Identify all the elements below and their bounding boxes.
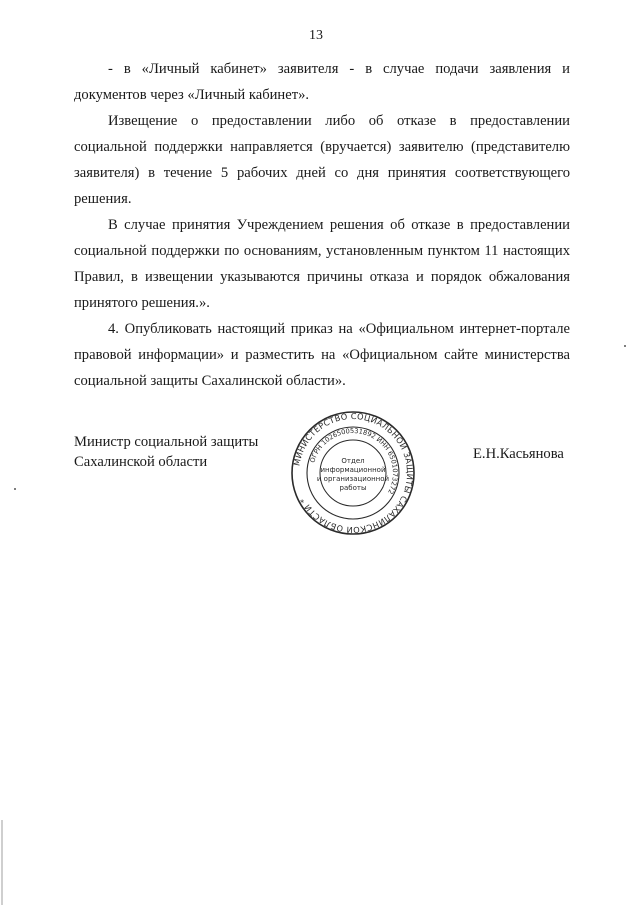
signatory-position-line2: Сахалинской области	[74, 454, 208, 470]
seal-outer-text: МИНИСТЕРСТВО СОЦИАЛЬНОЙ ЗАЩИТЫ САХАЛИНСКОЙ ОБЛАСТИ *	[291, 410, 416, 536]
page-number: 13	[309, 28, 323, 43]
seal-center-line2: информационной	[320, 466, 386, 474]
scan-speck	[624, 345, 626, 347]
document-body	[74, 56, 570, 394]
seal-center-line3: и организационной	[316, 475, 390, 483]
scan-speck	[14, 488, 16, 490]
paragraph-publication: 4. Опубликовать настоящий приказ на «Официальном интернет-портале правовой информации» и разместить на «Официальном сайте министерства социальной защиты Сахалинской области».	[74, 321, 570, 389]
seal-center-line1: Отдел	[341, 457, 365, 465]
paragraph-notification: Извещение о предоставлении либо об отказе в предоставлении социальной поддержки направляется (вручается) заявителю (представителю заявителя) в течение 5 рабочих дней со дня принятия соответствующего решения.	[74, 113, 570, 207]
seal-inner-ring-text: ОГРН 1026500531892 ИНН 6501073272	[308, 426, 400, 496]
seal-center-line4: работы	[339, 484, 367, 492]
official-seal-stamp	[290, 410, 416, 536]
scan-edge-artifact	[1, 820, 3, 905]
paragraph-refusal: В случае принятия Учреждением решения об отказе в предоставлении социальной поддержки по основаниям, установленным пунктом 11 настоящих Правил, в извещении указываются причины отказа и порядок обжалования принятого решения.».	[74, 217, 570, 311]
seal-center-text	[317, 457, 389, 492]
paragraph-personal-cabinet: - в «Личный кабинет» заявителя - в случае подачи заявления и документов через «Личный кабинет».	[74, 61, 570, 103]
signatory-name: Е.Н.Касьянова	[473, 446, 564, 462]
signatory-position-line1: Министр социальной защиты	[74, 434, 259, 450]
signatory-position	[74, 432, 258, 472]
